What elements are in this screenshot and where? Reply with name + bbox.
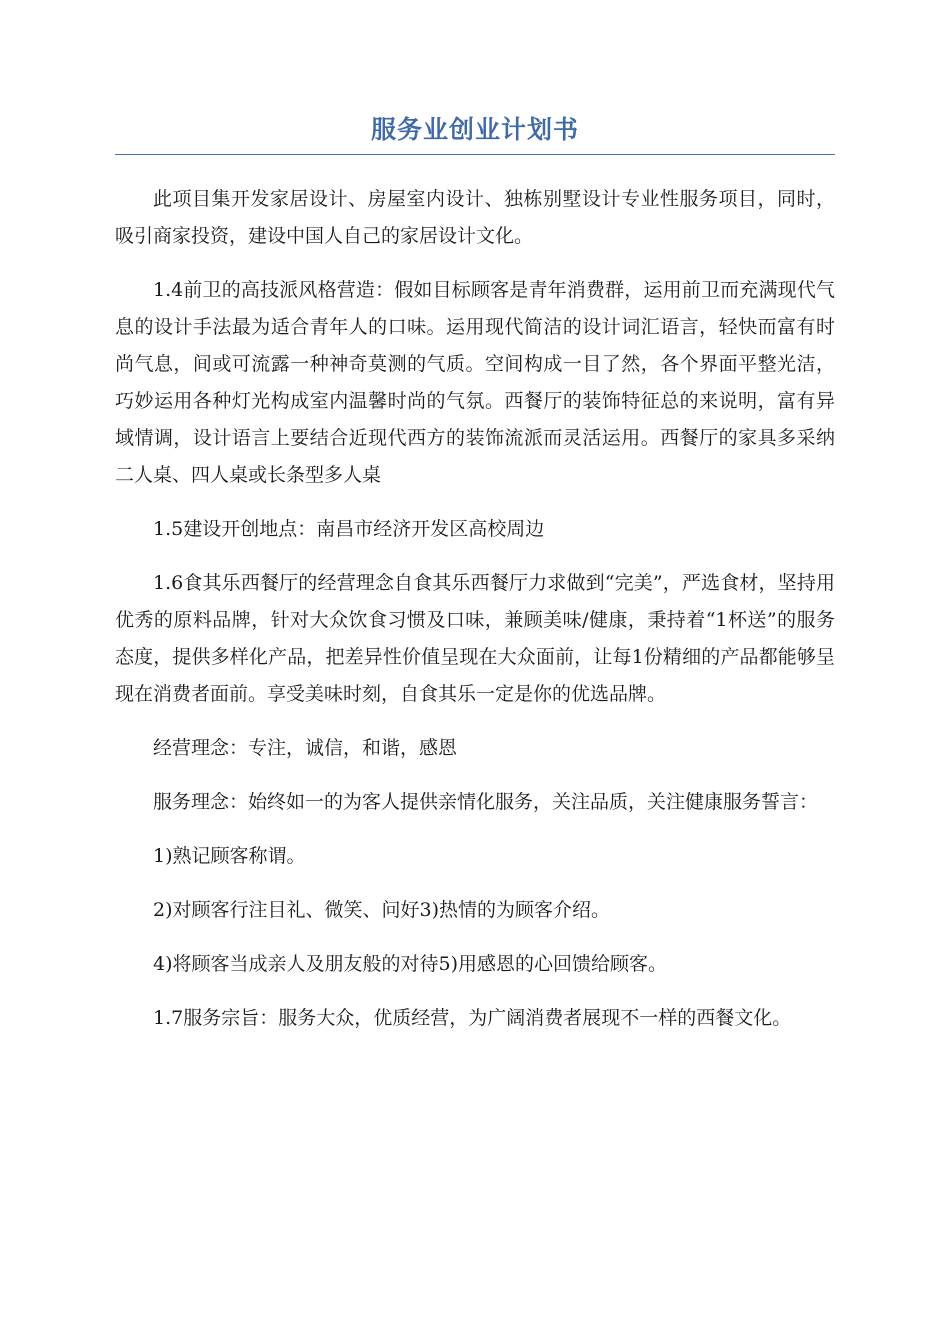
document-title: 服务业创业计划书: [370, 115, 579, 144]
paragraph-intro: 此项目集开发家居设计、房屋室内设计、独栋别墅设计专业性服务项目，同时，吸引商家投资，建设中国人自己的家居设计文化。: [115, 188, 835, 247]
paragraph-pledge-1: 1)熟记顾客称谓。: [153, 845, 306, 867]
paragraph-1-6-philosophy: 1.6食其乐西餐厅的经营理念自食其乐西餐厅力求做到“完美”，严选食材，坚持用优秀的原料品牌，针对大众饮食习惯及口味，兼顾美味/健康，秉持着“1杯送”的服务态度，提供多样化产品，把差异性价值呈现在大众面前，让每1份精细的产品都能够呈现在消费者面前。享受美味时刻，自食其乐一定是你的优选品牌。: [115, 572, 835, 705]
paragraph-business-philosophy: 经营理念：专注，诚信，和谐，感恩: [153, 737, 458, 759]
document-body: [115, 181, 835, 1037]
paragraph-1-5-location: 1.5建设开创地点：南昌市经济开发区高校周边: [153, 518, 545, 540]
paragraph-1-7-tenet: 1.7服务宗旨：服务大众，优质经营，为广阔消费者展现不一样的西餐文化。: [153, 1007, 792, 1029]
document-page: [115, 112, 835, 1054]
title-divider: [115, 154, 835, 155]
paragraph-1-4-style: 1.4前卫的高技派风格营造：假如目标顾客是青年消费群，运用前卫而充满现代气息的设计手法最为适合青年人的口味。运用现代简洁的设计词汇语言，轻快而富有时尚气息，间或可流露一种神奇莫测的气质。空间构成一目了然，各个界面平整光洁，巧妙运用各种灯光构成室内温馨时尚的气氛。西餐厅的装饰特征总的来说明，富有异域情调，设计语言上要结合近现代西方的装饰流派而灵活运用。西餐厅的家具多采纳二人桌、四人桌或长条型多人桌: [115, 279, 835, 486]
paragraph-pledge-4-5: 4)将顾客当成亲人及朋友般的对待5)用感恩的心回馈给顾客。: [153, 953, 668, 975]
paragraph-pledge-2-3: 2)对顾客行注目礼、微笑、问好3)热情的为顾客介绍。: [153, 899, 611, 921]
paragraph-service-philosophy: 服务理念：始终如一的为客人提供亲情化服务，关注品质，关注健康服务誓言：: [153, 791, 819, 813]
